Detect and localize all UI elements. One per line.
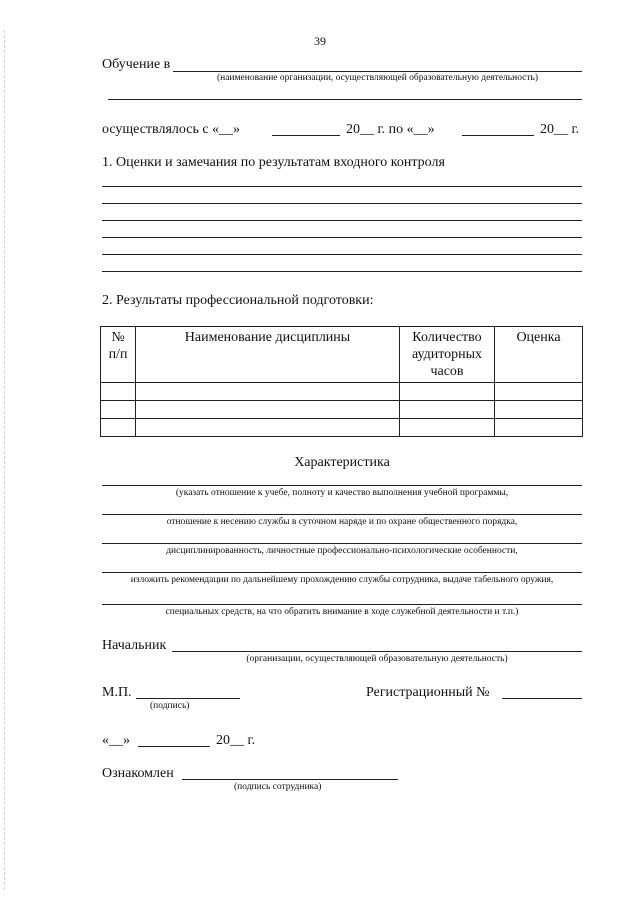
section1-line-1[interactable] <box>102 186 582 187</box>
training-org-caption: (наименование организации, осуществляющей образовательную деятельность) <box>216 73 539 83</box>
characteristic-caption-3: дисциплинированность, личностные профессионально-психологические особенности, <box>166 546 518 556</box>
section1-line-4[interactable] <box>102 237 582 238</box>
characteristic-caption-5: специальных средств, на что обратить внимание в ходе служебной деятельности и т.п.) <box>165 607 519 617</box>
header-number: № п/п <box>101 327 136 383</box>
page-number: 39 <box>314 34 326 48</box>
training-org-line-2[interactable] <box>108 99 582 100</box>
table-header-row <box>101 327 583 383</box>
characteristic-line-2[interactable] <box>102 514 582 515</box>
section1-line-5[interactable] <box>102 254 582 255</box>
characteristic-line-5[interactable] <box>102 604 582 605</box>
table-cell[interactable] <box>136 401 400 419</box>
period-from: осуществлялось с «__» <box>102 122 241 137</box>
section1-title: 1. Оценки и замечания по результатам входного контроля <box>102 155 445 170</box>
stamp-signature-line[interactable] <box>136 698 240 699</box>
registration-label: Регистрационный № <box>366 685 490 700</box>
acquainted-signature-line[interactable] <box>182 779 398 780</box>
table-cell[interactable] <box>400 383 495 401</box>
characteristic-line-1[interactable] <box>102 485 582 486</box>
section1-line-3[interactable] <box>102 220 582 221</box>
date-day: «__» <box>102 733 130 748</box>
date-month-line[interactable] <box>138 746 210 747</box>
period-to-month-line[interactable] <box>462 135 534 136</box>
table-cell[interactable] <box>495 401 583 419</box>
results-table <box>100 326 583 437</box>
characteristic-caption-1: (указать отношение к учебе, полноту и качество выполнения учебной программы, <box>175 488 509 498</box>
date-year: 20__ г. <box>216 733 256 748</box>
section1-line-6[interactable] <box>102 271 582 272</box>
characteristic-line-3[interactable] <box>102 543 582 544</box>
training-org-line[interactable] <box>173 71 582 72</box>
chief-label: Начальник <box>102 638 167 653</box>
table-cell[interactable] <box>101 401 136 419</box>
period-year1: 20__ г. по «__» <box>346 122 435 137</box>
characteristic-line-4[interactable] <box>102 572 582 573</box>
period-from-month-line[interactable] <box>272 135 340 136</box>
characteristic-title: Характеристика <box>294 455 390 470</box>
acquainted-caption: (подпись сотрудника) <box>234 782 322 792</box>
header-grade: Оценка <box>495 327 583 383</box>
table-cell[interactable] <box>136 383 400 401</box>
table-row <box>101 419 583 437</box>
characteristic-caption-2: отношение к несению службы в суточном наряде и по охране общественного порядка, <box>166 517 518 527</box>
table-cell[interactable] <box>101 419 136 437</box>
header-hours: Количество аудиторных часов <box>400 327 495 383</box>
scan-edge <box>4 30 5 890</box>
table-row <box>101 383 583 401</box>
stamp-label: М.П. <box>102 685 132 700</box>
section1-line-2[interactable] <box>102 203 582 204</box>
table-cell[interactable] <box>136 419 400 437</box>
table-cell[interactable] <box>400 419 495 437</box>
header-discipline: Наименование дисциплины <box>136 327 400 383</box>
training-label: Обучение в <box>102 57 171 72</box>
table-cell[interactable] <box>400 401 495 419</box>
chief-caption: (организации, осуществляющей образовательную деятельность) <box>246 654 508 664</box>
period-year2: 20__ г. <box>540 122 580 137</box>
section2-title: 2. Результаты профессиональной подготовки: <box>102 293 374 308</box>
chief-signature-line[interactable] <box>172 651 582 652</box>
acquainted-label: Ознакомлен <box>102 766 174 781</box>
table-cell[interactable] <box>495 383 583 401</box>
registration-number-line[interactable] <box>502 698 582 699</box>
table-row <box>101 401 583 419</box>
table-cell[interactable] <box>495 419 583 437</box>
stamp-caption: (подпись) <box>150 701 190 711</box>
table-cell[interactable] <box>101 383 136 401</box>
characteristic-caption-4: изложить рекомендации по дальнейшему прохождению службы сотрудника, выдаче табельного оружия, <box>130 575 554 585</box>
